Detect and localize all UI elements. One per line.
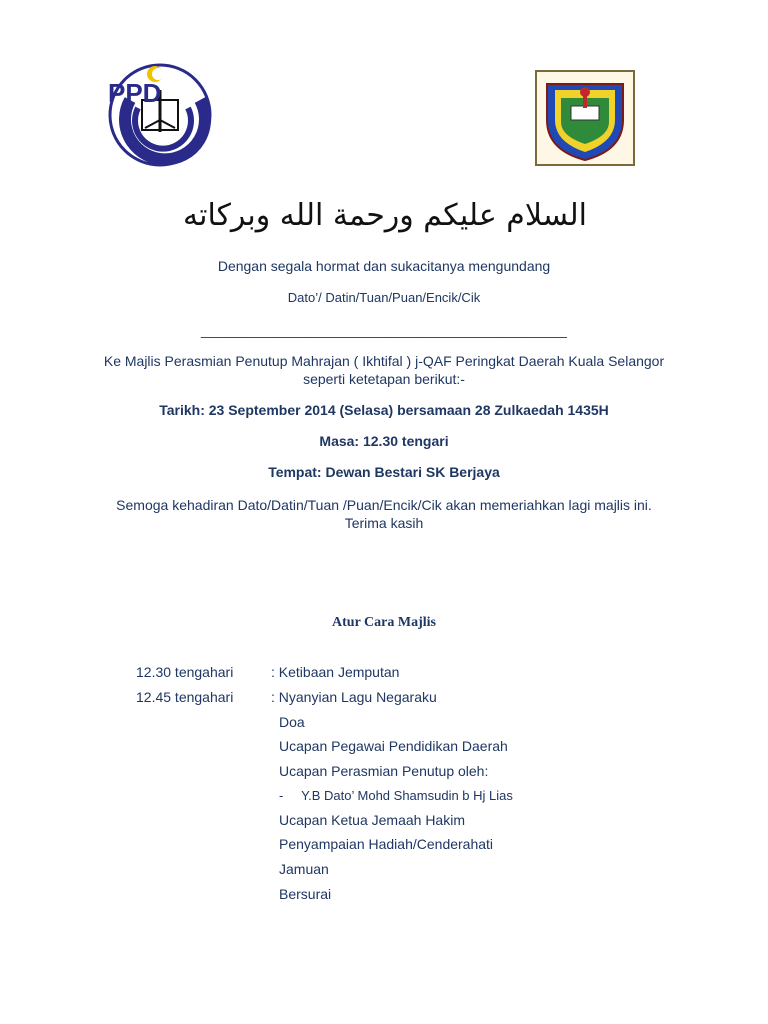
event-line-1: Ke Majlis Perasmian Penutup Mahrajan ( Ikhtifal ) j-QAF Peringkat Daerah Kuala Selangor: [103, 353, 665, 369]
salam-calligraphy: السلام عليكم ورحمة الله وبركاته: [183, 198, 587, 233]
school-crest-logo: [535, 70, 635, 166]
ppd-logo: [100, 60, 220, 170]
event-time: Masa: 12.30 tengari: [319, 433, 449, 449]
programme-item: Bersurai: [279, 886, 332, 902]
closing-text: [0, 496, 768, 532]
programme-title: Atur Cara Majlis: [332, 615, 436, 630]
event-date: Tarikh: 23 September 2014 (Selasa) bersamaan 28 Zulkaedah 1435H: [159, 402, 609, 418]
programme-item: Jamuan: [279, 861, 329, 877]
programme-item: Ucapan Perasmian Penutup oleh:: [279, 763, 489, 779]
closing-line-1: Semoga kehadiran Dato/Datin/Tuan /Puan/Encik/Cik akan memeriahkan lagi majlis ini.: [116, 497, 652, 513]
event-line-2: seperti ketetapan berikut:-: [303, 371, 465, 387]
programme-item: Ucapan Ketua Jemaah Hakim: [279, 812, 465, 828]
programme-time: 12.30 tengahari: [136, 664, 234, 680]
programme-item: Penyampaian Hadiah/Cenderahati: [279, 836, 494, 852]
invite-recipient-titles: Dato’/ Datin/Tuan/Puan/Encik/Cik: [287, 290, 481, 305]
programme-item: Ucapan Pegawai Pendidikan Daerah: [279, 738, 508, 754]
recipient-name-blank: _______________________________________________: [201, 322, 567, 338]
closing-line-2: Terima kasih: [344, 515, 424, 531]
programme-item: : Ketibaan Jemputan: [271, 664, 400, 680]
event-description: [0, 352, 768, 388]
programme-officiant: - Y.B Dato’ Mohd Shamsudin b Hj Lias: [279, 788, 513, 803]
ppd-abbr: PPD: [108, 78, 162, 108]
programme-time: 12.45 tengahari: [136, 689, 234, 705]
programme-item: Doa: [279, 714, 305, 730]
invite-line-1: Dengan segala hormat dan sukacitanya mengundang: [217, 258, 551, 274]
event-venue: Tempat: Dewan Bestari SK Berjaya: [268, 464, 500, 480]
programme-item: : Nyanyian Lagu Negaraku: [271, 689, 437, 705]
